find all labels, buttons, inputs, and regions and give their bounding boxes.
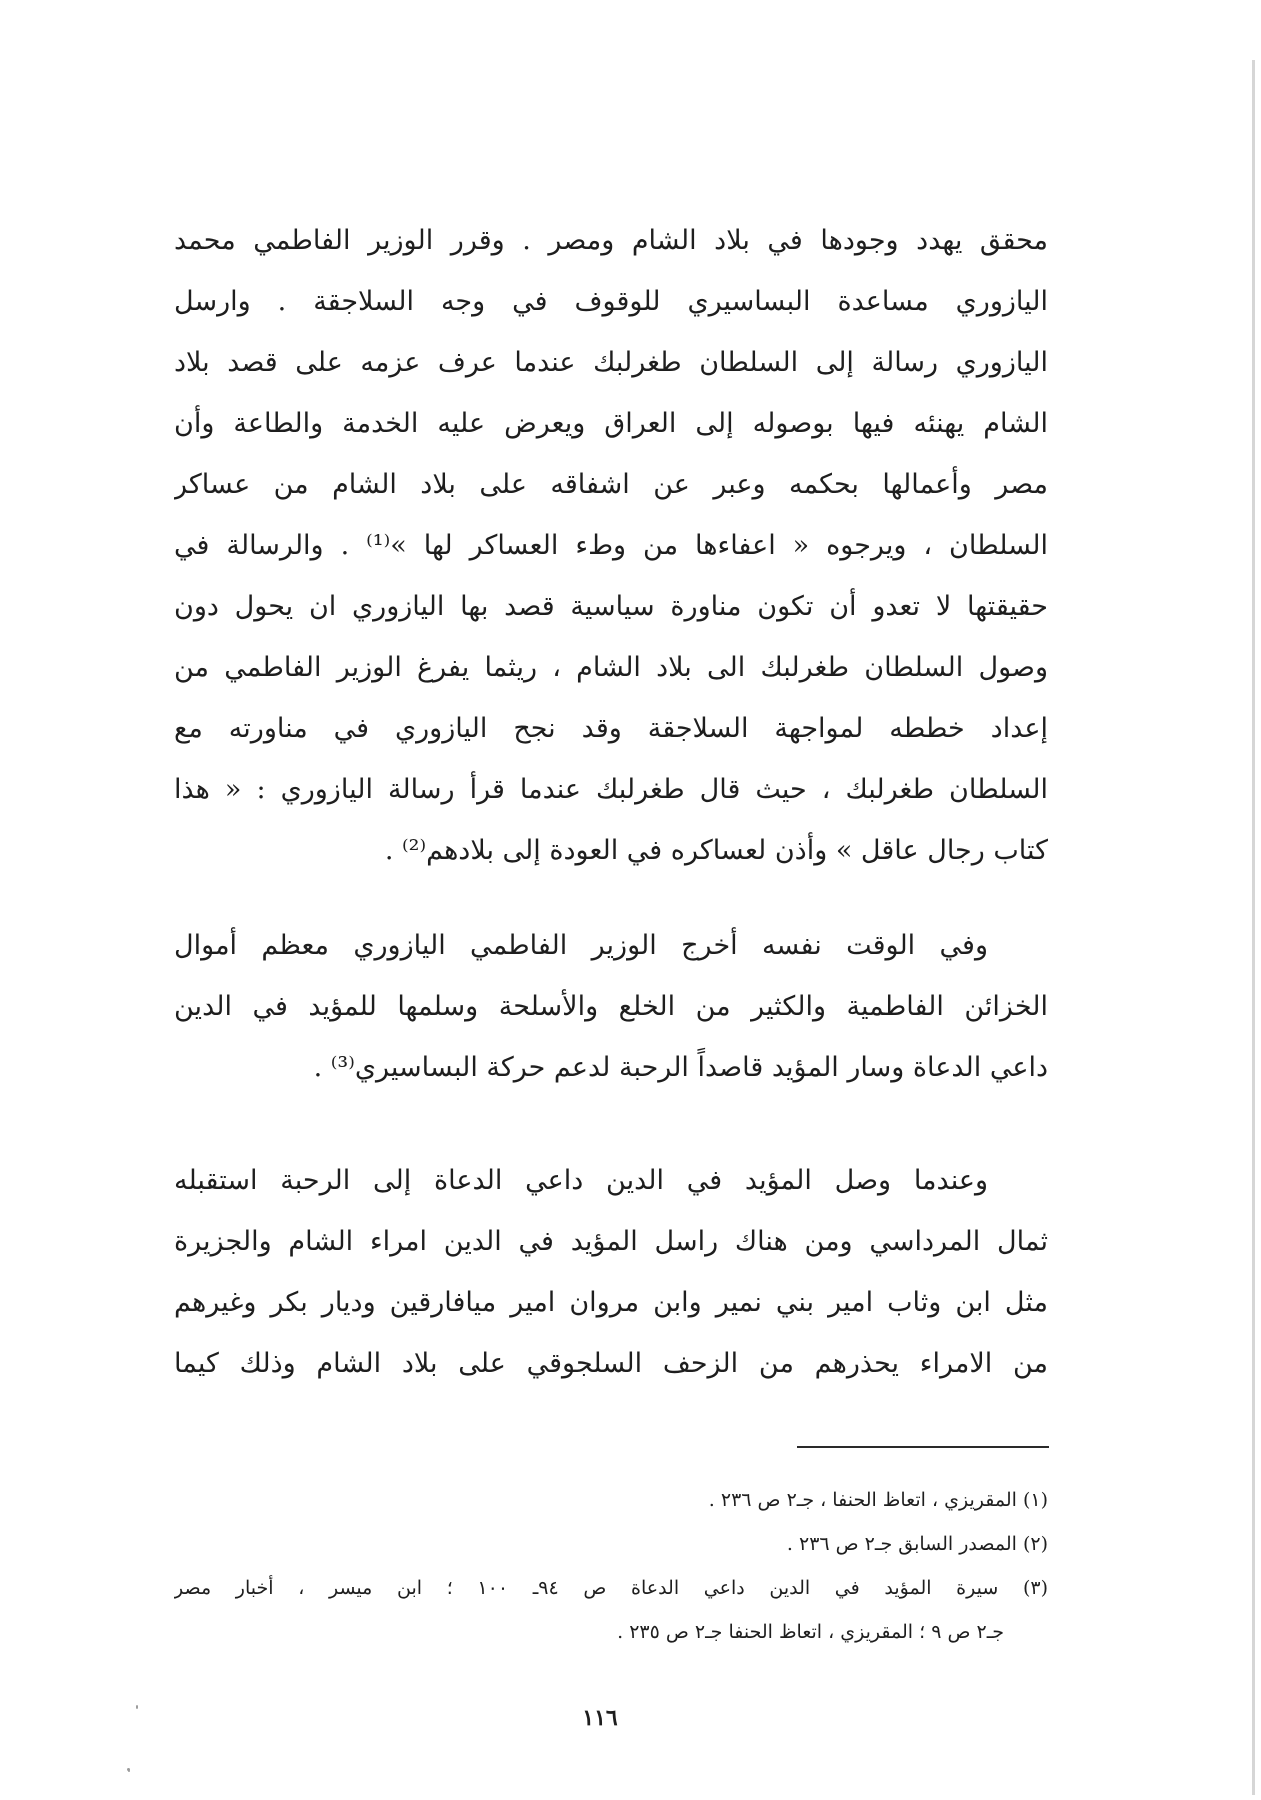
text-line: وصول السلطان طغرلبك الى بلاد الشام ، ريثما يفرغ الوزير الفاطمي من [174, 652, 1048, 683]
page-edge-line [1252, 60, 1255, 1795]
text-line: ثمال المرداسي ومن هناك راسل المؤيد في الدين امراء الشام والجزيرة [174, 1226, 1048, 1257]
text-line: وفي الوقت نفسه أخرج الوزير الفاطمي اليازوري معظم أموال [174, 930, 988, 961]
footnote-3-continued: جـ٢ ص ٩ ؛ المقريزي ، اتعاظ الحنفا جـ٢ ص ٢٣٥ . [617, 1621, 1004, 1643]
paragraph-1 [174, 210, 1048, 881]
footnote-separator [797, 1446, 1049, 1448]
paragraph-3 [174, 1150, 1048, 1394]
text-line: كتاب رجال عاقل » وأذن لعساكره في العودة إلى بلادهم⁽²⁾ . [384, 835, 1048, 866]
footnotes [174, 1478, 1048, 1650]
text-line: السلطان طغرلبك ، حيث قال طغرلبك عندما قرأ رسالة اليازوري : « هذا [174, 774, 1048, 805]
text-line: محقق يهدد وجودها في بلاد الشام ومصر . وقرر الوزير الفاطمي محمد [174, 225, 1048, 256]
footnote-2: (٢) المصدر السابق جـ٢ ص ٢٣٦ . [786, 1533, 1048, 1555]
footnote-1: (١) المقريزي ، اتعاظ الحنفا ، جـ٢ ص ٢٣٦ . [708, 1489, 1048, 1511]
text-line: اليازوري رسالة إلى السلطان طغرلبك عندما عرف عزمه على قصد بلاد [174, 347, 1048, 378]
text-line: مثل ابن وثاب امير بني نمير وابن مروان امير ميافارقين وديار بكر وغيرهم [174, 1287, 1048, 1318]
footnote-3: (٣) سيرة المؤيد في الدين داعي الدعاة ص ٩٤ـ ١٠٠ ؛ ابن ميسر ، أخبار مصر [174, 1577, 1048, 1599]
text-line: وعندما وصل المؤيد في الدين داعي الدعاة إلى الرحبة استقبله [174, 1165, 988, 1196]
text-line: من الامراء يحذرهم من الزحف السلجوقي على بلاد الشام وذلك كيما [174, 1348, 1048, 1379]
page-number: ١١٦ [582, 1705, 618, 1731]
paragraph-2 [174, 915, 1048, 1098]
scan-speck [136, 1705, 138, 1709]
text-line: اليازوري مساعدة البساسيري للوقوف في وجه السلاجقة . وارسل [174, 286, 1048, 317]
text-line: مصر وأعمالها بحكمه وعبر عن اشفاقه على بلاد الشام من عساكر [174, 469, 1048, 500]
text-line: السلطان ، ويرجوه « اعفاءها من وطء العساكر لها »⁽¹⁾ . والرسالة في [174, 530, 1048, 561]
text-line: الشام يهنئه فيها بوصوله إلى العراق ويعرض عليه الخدمة والطاعة وأن [174, 408, 1048, 439]
text-line: إعداد خططه لمواجهة السلاجقة وقد نجح اليازوري في مناورته مع [174, 713, 1048, 744]
text-line: داعي الدعاة وسار المؤيد قاصداً الرحبة لدعم حركة البساسيري⁽³⁾ . [313, 1052, 1048, 1083]
text-line: حقيقتها لا تعدو أن تكون مناورة سياسية قصد بها اليازوري ان يحول دون [174, 591, 1048, 622]
scan-speck [128, 1770, 130, 1772]
text-line: الخزائن الفاطمية والكثير من الخلع والأسلحة وسلمها للمؤيد في الدين [174, 991, 1048, 1022]
